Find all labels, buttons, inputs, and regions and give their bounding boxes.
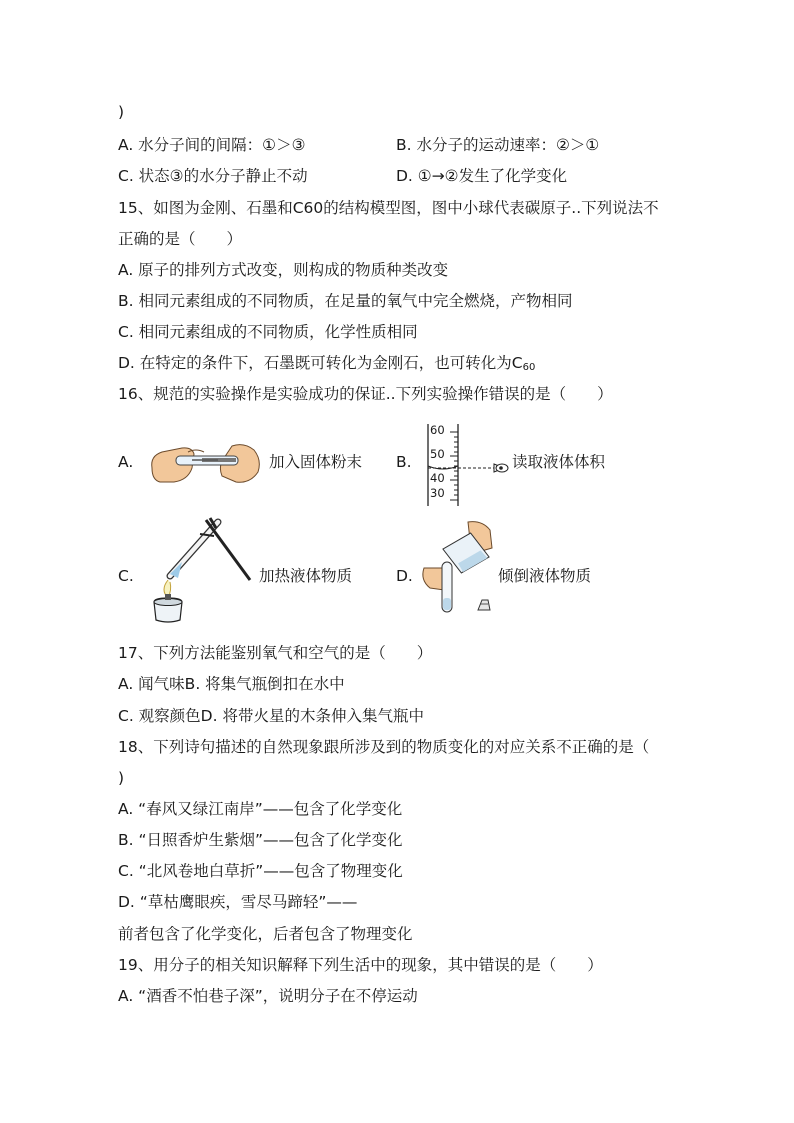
option-18d: D. “草枯鹰眼疾，雪尽马蹄轻”—— [118, 893, 358, 911]
option-14d: D. ①→②发生了化学变化 [396, 167, 568, 185]
question-18-cont: ) [118, 769, 125, 787]
question-19: 19、用分子的相关知识解释下列生活中的现象，其中错误的是（ ） [118, 956, 603, 974]
figure-c-letter: C. [118, 567, 134, 585]
option-17ab: A. 闻气味B. 将集气瓶倒扣在水中 [118, 675, 345, 693]
tick-label-30: 30 [430, 486, 445, 500]
option-18b: B. “日照香炉生紫烟”——包含了化学变化 [118, 831, 403, 849]
figure-d-letter: D. [396, 567, 413, 585]
option-18c: C. “北风卷地白草折”——包含了物理变化 [118, 862, 403, 880]
option-15c: C. 相同元素组成的不同物质，化学性质相同 [118, 323, 418, 341]
tick-label-40: 40 [430, 471, 445, 485]
option-18a: A. “春风又绿江南岸”——包含了化学变化 [118, 800, 403, 818]
question-17: 17、下列方法能鉴别氧气和空气的是（ ） [118, 644, 433, 662]
figure-b-caption: 读取液体体积 [512, 453, 606, 471]
question-16: 16、规范的实验操作是实验成功的保证..下列实验操作错误的是（ ） [118, 385, 613, 403]
question-18: 18、下列诗句描述的自然现象跟所涉及到的物质变化的对应关系不正确的是（ [118, 738, 650, 756]
option-15d: D. 在特定的条件下，石墨既可转化为金刚石，也可转化为$C_{60}$ [118, 354, 536, 373]
tick-label-50: 50 [430, 447, 445, 461]
option-19a: A. “酒香不怕巷子深”，说明分子在不停运动 [118, 987, 418, 1005]
option-15a: A. 原子的排列方式改变，则构成的物质种类改变 [118, 261, 449, 279]
pouring-liquid-icon [418, 518, 498, 624]
figure-b-letter: B. [396, 453, 412, 471]
test-tube-heating-icon [140, 516, 256, 626]
option-15b: B. 相同元素组成的不同物质，在足量的氧气中完全燃烧，产物相同 [118, 292, 573, 310]
figure-a-letter: A. [118, 453, 134, 471]
question-15-cont: 正确的是（ ） [118, 230, 243, 248]
option-17cd: C. 观察颜色D. 将带火星的木条伸入集气瓶中 [118, 707, 424, 725]
option-14b: B. 水分子的运动速率：②＞① [396, 136, 600, 154]
text-line: ) [118, 103, 125, 121]
option-18d-cont: 前者包含了化学变化，后者包含了物理变化 [118, 925, 413, 943]
figure-d-caption: 倾倒液体物质 [498, 567, 592, 585]
option-14c: C. 状态③的水分子静止不动 [118, 167, 308, 185]
figure-a-caption: 加入固体粉末 [269, 453, 363, 471]
figure-c-caption: 加热液体物质 [259, 567, 353, 585]
hands-test-tube-icon [148, 438, 266, 488]
option-14a: A. 水分子间的间隔：①＞③ [118, 136, 306, 154]
tick-label-60: 60 [430, 423, 445, 437]
question-15: 15、如图为金刚、石墨和C60的结构模型图，图中小球代表碳原子..下列说法不 [118, 199, 659, 217]
